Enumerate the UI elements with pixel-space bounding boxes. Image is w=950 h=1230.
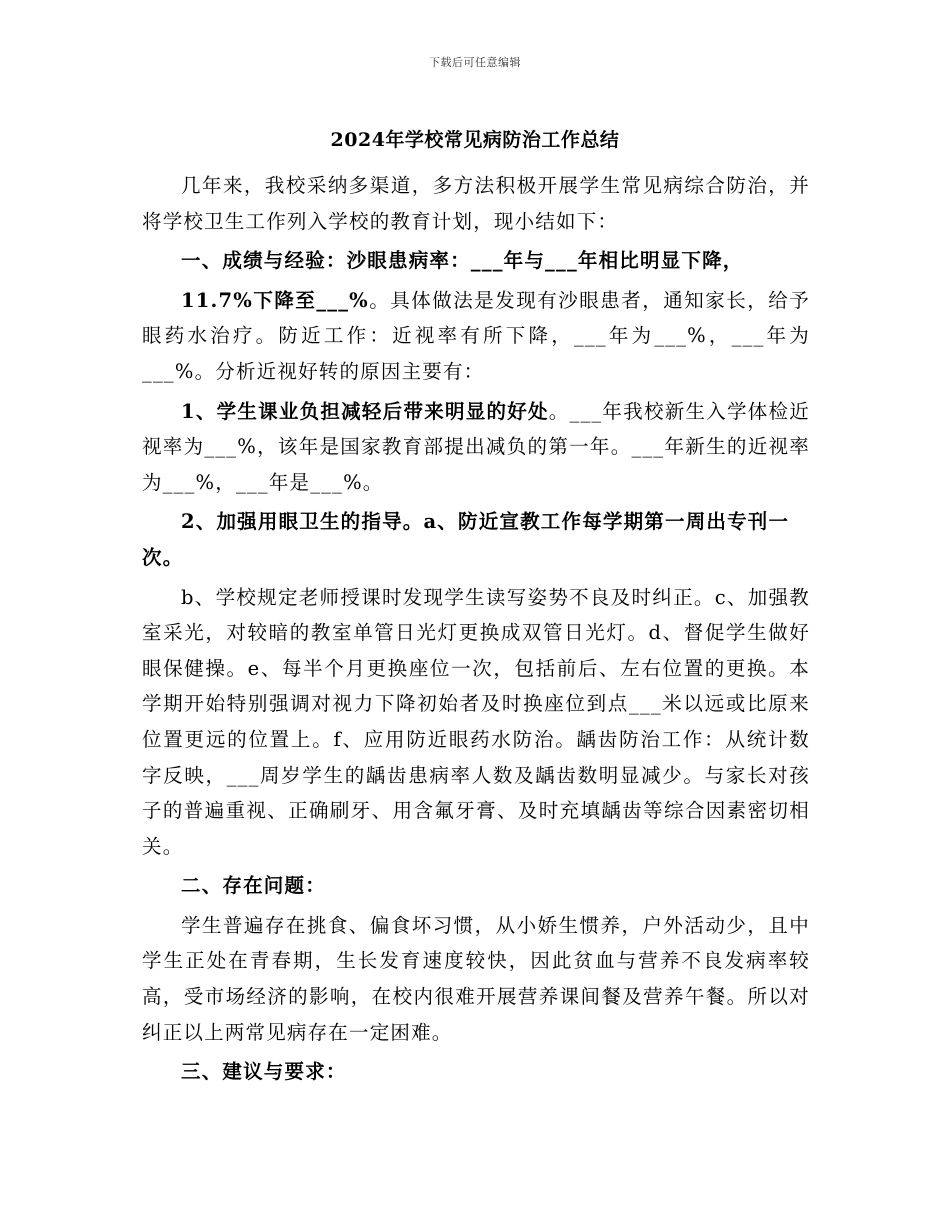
point-2-heading: 2、加强用眼卫生的指导。a、防近宣教工作每学期第一周出专刊一次。 <box>142 510 790 569</box>
section-1-heading: 一、成绩与经验：沙眼患病率：___年与___年相比明显下降， <box>181 249 744 273</box>
section-1-text: 。具体做法是发现有沙眼患者，通知家长，给予眼药水治疗。防近工作：近视率有所下降，___年为___%，___年为___%。分析近视好转的原因主要有： <box>142 288 811 383</box>
section-3-heading: 三、建议与要求： <box>181 1060 347 1084</box>
section-1-paragraph <box>142 283 810 390</box>
document-body <box>142 168 810 1090</box>
intro-paragraph: 几年来，我校采纳多渠道，多方法积极开展学生常见病综合防治，并将学校卫生工作列入学校的教育计划，现小结如下： <box>142 174 810 233</box>
point-1-text: 。___年我校新生入学体检近视率为___%，该年是国家教育部提出减负的第一年。___年新生的近视率为___%，___年是___%。 <box>142 399 810 494</box>
point-2-details: b、学校规定老师授课时发现学生读写姿势不良及时纠正。c、加强教室采光，对较暗的教室单管日光灯更换成双管日光灯。d、督促学生做好眼保健操。e、每半个月更换座位一次，包括前后、左右位置的更换。本学期开始特别强调对视力下降初始者及时换座位到点___米以远或比原来位置更远的位置上。f、应用防近眼药水防治。龋齿防治工作：从统计数字反映，___周岁学生的龋齿患病率人数及龋齿数明显减少。与家长对孩子的普遍重视、正确刷牙、用含氟牙膏、及时充填龋齿等综合因素密切相关。 <box>142 585 810 858</box>
section-1-bold-lead: 11.7%下降至___% <box>181 288 369 312</box>
section-2-paragraph: 学生普遍存在挑食、偏食坏习惯，从小娇生惯养，户外活动少，且中学生正处在青春期，生长发育速度较快，因此贫血与营养不良发病率较高，受市场经济的影响，在校内很难开展营养课间餐及营养午餐。所以对纠正以上两常见病存在一定困难。 <box>142 913 810 1044</box>
document-title: 2024年学校常见病防治工作总结 <box>330 129 620 151</box>
point-1-heading: 1、学生课业负担减轻后带来明显的好处 <box>181 399 549 423</box>
header-note: 下载后可任意编辑 <box>429 56 521 69</box>
section-2-heading: 二、存在问题： <box>181 874 326 898</box>
point-1-paragraph <box>142 394 810 501</box>
